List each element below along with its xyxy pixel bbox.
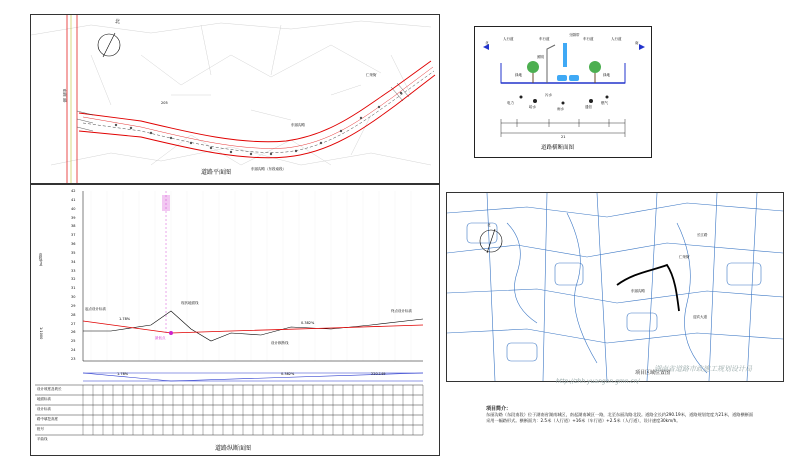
profile-tick-label: 33 [71,268,76,273]
profile-drawing [31,185,439,455]
profile-table-row-label: 地面标高 [37,397,51,401]
profile-tick-label: 27 [71,321,76,326]
section-green-left: 绿地 [515,73,522,77]
plan-caption: 道路平面图 [201,169,232,176]
profile-tick-label: 25 [71,339,76,344]
profile-table-row-label: 设计标高 [37,407,51,411]
profile-tick-label: 28 [71,312,76,317]
section-pipe-power: 电力 [507,101,514,105]
location-north-label: 北 [487,223,491,227]
profile-ground-label: 现状地面线 [181,301,199,305]
section-pipe-gas: 燃气 [601,101,608,105]
plan-north-label: 北 [115,19,121,25]
profile-ylabel: 高程(m) [39,253,43,267]
profile-grade-mid: 0.382% [301,321,315,325]
profile-table-row-label: 路中填挖高度 [37,417,58,421]
section-pipe-water: 给水 [529,105,536,109]
road-plan-drawing [31,15,439,183]
profile-tick-label: 39 [71,215,76,220]
profile-tick-label: 42 [71,189,76,193]
section-lighting: 照明 [537,55,544,59]
location-label-changjiang: 长江路 [697,233,708,237]
plan-label-segment: 东丽沟路（东段南段） [251,167,286,171]
cross-section-panel [474,26,652,158]
profile-scale: 1:1000 [39,327,43,340]
profile-tick-label: 35 [71,250,76,255]
section-sidewalk-left: 人行道 [503,37,514,41]
section-sidewalk-right: 人行道 [611,37,622,41]
profile-table-row-label: 设计坡度及坡长 [37,387,62,391]
section-south-label: 南 [635,41,639,45]
plan-label-east-road: 东丽沟路 [291,123,305,127]
location-label-road: 东丽沟路 [631,289,645,293]
profile-tick-label: 31 [71,286,76,291]
section-total-width: 21 [561,135,566,139]
location-caption: 项目区域位置图 [635,370,671,376]
profile-tick-label: 29 [71,303,76,308]
location-map-panel [446,192,784,382]
profile-design-label: 设计纵断线 [271,341,289,345]
plan-label-street: 仁荣街 [366,73,377,77]
location-label-avenue: 迎宾大道 [693,315,707,319]
profile-lowest-point: 最低点 [155,336,166,340]
profile-slope-3: 220.149 [371,372,386,376]
section-pipe-sewer: 污水 [545,93,552,97]
section-median: 分隔带 [569,33,580,37]
plan-label-parcel: 205 [161,101,168,105]
profile-tick-label: 37 [71,233,76,238]
profile-tick-label: 36 [71,242,76,247]
location-label-street: 仁荣街 [679,255,690,259]
profile-caption: 道路纵断面图 [215,445,252,452]
profile-tick-label: 41 [71,197,76,202]
plan-label-south-road: 南湖门路 [62,88,67,103]
profile-grade-left: 1.78% [119,317,131,321]
longitudinal-profile-panel [30,184,440,456]
profile-tick-label: 40 [71,206,76,211]
profile-tick-label: 34 [71,259,76,264]
profile-tick-label: 38 [71,224,76,229]
intro-title: 项目简介： [486,406,512,412]
section-lane-left: 车行道 [539,37,550,41]
profile-start-label: 起点设计标高 [85,307,106,311]
section-pipe-rain: 雨水 [557,107,564,111]
road-plan-panel [30,14,440,184]
profile-tick-label: 23 [71,357,76,361]
watermark-line-1: 湖南省道路市政施工规划设计局 [654,365,752,373]
profile-table-row-label: 桩号 [37,427,44,431]
location-map-drawing [447,193,783,381]
watermark-line-2: http://zhh.yuangon.gmn.cn/ [556,378,640,385]
profile-table-row-label: 平曲线 [37,437,48,441]
section-pipe-comm: 通信 [585,105,592,109]
profile-slope-2: 0.382% [281,372,295,376]
section-north-label: 北 [485,41,489,45]
section-lane-right: 车行道 [583,37,594,41]
profile-tick-label: 26 [71,330,76,335]
profile-end-label: 终点设计标高 [391,309,412,313]
profile-tick-label: 32 [71,277,76,282]
project-intro [486,406,756,424]
section-green-right: 绿地 [603,73,610,77]
intro-text: 东丽沟路（东段南段）位于湖南省湖南城区，南起湖南城区一路，北至东丽沟路北段。道路全长约290.19米，道路规划宽度为21米，道路横断面采用一幅路形式。横断面为：2.5米（人行道）+16米（车行道）+2.5米（人行道），设计速度30km/h。 [486,412,754,423]
profile-tick-label: 24 [71,348,76,353]
profile-tick-label: 30 [71,295,76,300]
section-caption: 道路横断面图 [541,145,575,151]
profile-slope-1: 1.78% [117,372,129,376]
